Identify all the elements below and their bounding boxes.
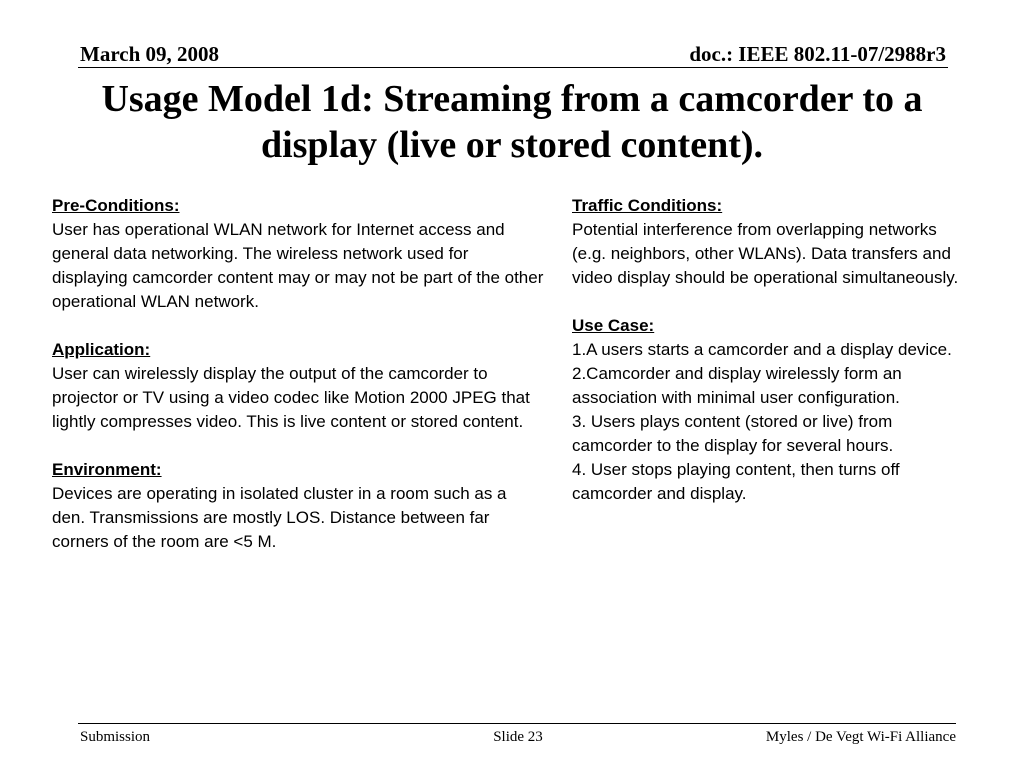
- traffic-conditions-heading: Traffic Conditions:: [572, 196, 723, 215]
- environment-text: Devices are operating in isolated cluster in a room such as a den. Transmissions are mostly LOS. Distance between far corners of the room are <5 M.: [52, 484, 507, 551]
- application-text: User can wirelessly display the output of the camcorder to projector or TV using a video codec like Motion 2000 JPEG that lightly compresses video. This is live content or stored content.: [52, 364, 530, 431]
- header-date: March 09, 2008: [80, 42, 220, 66]
- use-case-heading: Use Case:: [572, 316, 655, 335]
- environment-heading: Environment:: [52, 460, 162, 479]
- environment-section: [52, 458, 544, 554]
- footer-slide-number: Slide 23: [493, 729, 543, 745]
- use-case-section: [572, 314, 972, 506]
- header-divider: [78, 67, 948, 68]
- use-case-step: 4. User stops playing content, then turns off camcorder and display.: [572, 460, 900, 503]
- pre-conditions-heading: Pre-Conditions:: [52, 196, 180, 215]
- left-column: [52, 194, 544, 578]
- header-doc-id: doc.: IEEE 802.11-07/2988r3: [689, 42, 946, 66]
- footer-authors: Myles / De Vegt Wi-Fi Alliance: [765, 729, 956, 745]
- traffic-conditions-text: Potential interference from overlapping networks (e.g. neighbors, other WLANs). Data transfers and video display should be operational simultaneously.: [572, 220, 959, 287]
- pre-conditions-section: [52, 194, 544, 314]
- slide-title: Usage Model 1d: Streaming from a camcorder to a display (live or stored content).: [101, 78, 923, 166]
- application-heading: Application:: [52, 340, 151, 359]
- right-column: [572, 194, 972, 530]
- footer-divider: [78, 723, 956, 724]
- use-case-step: 2.Camcorder and display wirelessly form an association with minimal user configuration.: [572, 364, 902, 407]
- use-case-step: 3. Users plays content (stored or live) from camcorder to the display for several hours.: [572, 412, 894, 455]
- pre-conditions-text: User has operational WLAN network for Internet access and general data networking. The wireless network used for displaying camcorder content may or may not be part of the other operational WLAN network.: [52, 220, 544, 311]
- use-case-step: 1.A users starts a camcorder and a display device.: [572, 340, 952, 359]
- footer-submission: Submission: [80, 729, 151, 745]
- application-section: [52, 338, 544, 434]
- traffic-conditions-section: [572, 194, 972, 290]
